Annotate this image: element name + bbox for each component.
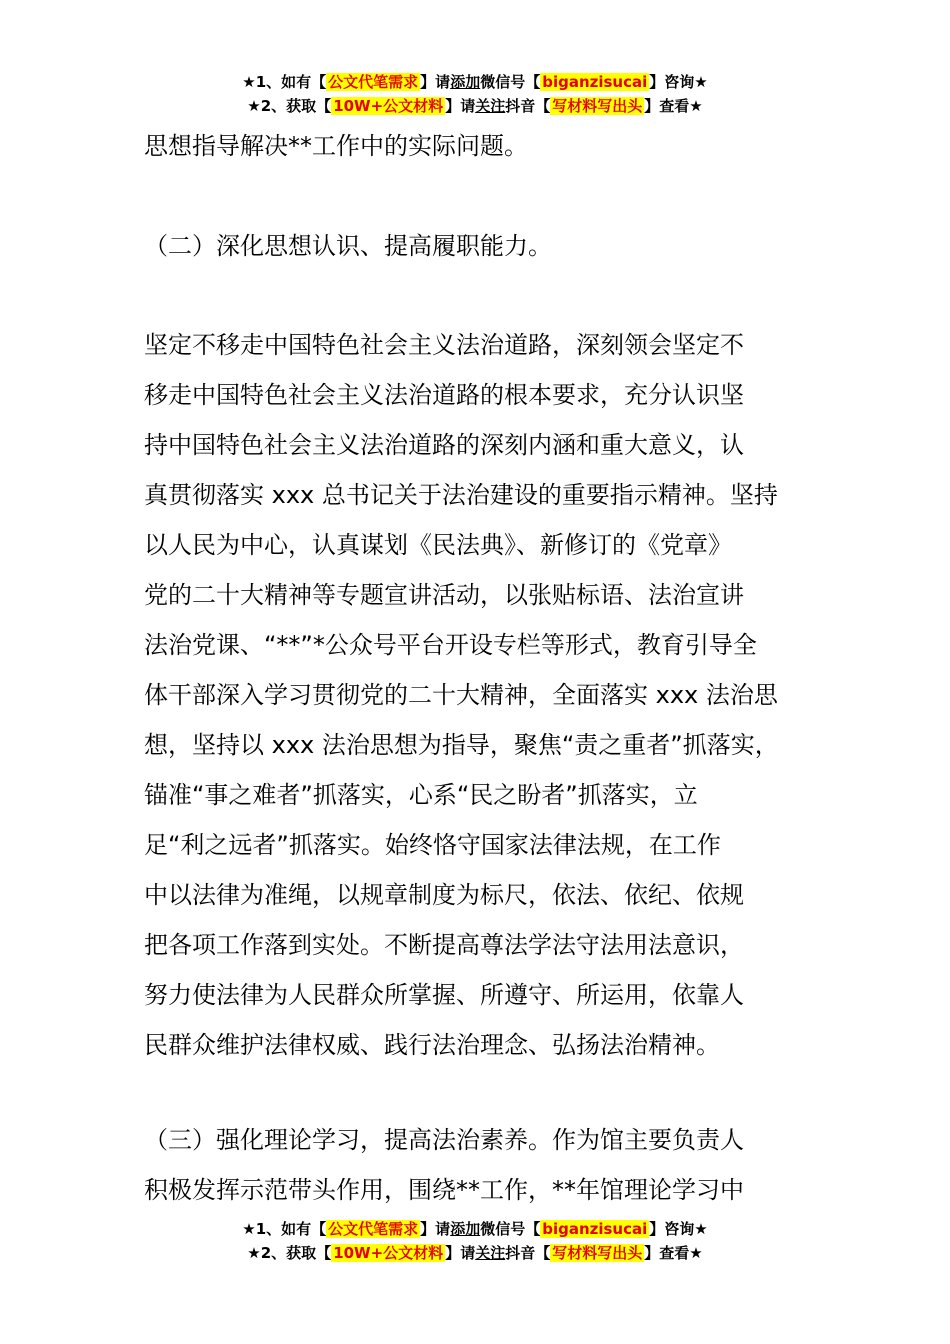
banner-line-1 [0,1217,950,1241]
paragraph-line: 足“利之远者”抓落实。始终恪守国家法律法规，在工作 [144,831,721,859]
banner-text: 抖音【 [505,97,551,115]
banner-highlight: 10W+公文材料 [333,97,444,115]
banner-highlight: 写材料写出头 [552,97,643,115]
header-banner [0,70,950,118]
paragraph-line: 民群众维护法律权威、践行法治理念、弘扬法治精神。 [144,1031,720,1059]
paragraph-line: 锚准“事之难者”抓落实，心系“民之盼者”抓落实，立 [144,781,698,809]
paragraph-line: 思想指导解决**工作中的实际问题。 [144,132,528,160]
banner-text: 】请 [420,73,451,91]
heading-text: （二）深化思想认识、提高履职能力。 [144,232,552,260]
paragraph-line: 中以法律为准绳，以规章制度为标尺，依法、依纪、依规 [144,881,744,909]
banner-text: 】请 [445,1244,476,1262]
paragraph-line: 积极发挥示范带头作用，围绕**工作，**年馆理论学习中 [144,1176,744,1204]
paragraph-2 [144,320,844,1070]
banner-text: 】请 [420,1220,451,1238]
banner-emphasis: 添加 [450,73,481,91]
banner-highlight: 10W+公文材料 [333,1244,444,1262]
banner-text: 】查看★ [644,97,703,115]
banner-emphasis: 关注 [475,1244,506,1262]
banner-highlight: 公文代笔需求 [328,73,419,91]
paragraph-line: 真贯彻落实 xxx 总书记关于法治建设的重要指示精神。坚持 [144,481,778,509]
banner-text: 抖音【 [505,1244,551,1262]
paragraph-line: 坚定不移走中国特色社会主义法治道路，深刻领会坚定不 [144,331,744,359]
paragraph-line: 想，坚持以 xxx 法治思想为指导，聚焦“责之重者”抓落实， [144,731,779,759]
banner-highlight: biganzisucai [542,73,648,91]
banner-text: 】咨询★ [649,73,708,91]
banner-highlight: 写材料写出头 [552,1244,643,1262]
paragraph-line: （三）强化理论学习，提高法治素养。作为馆主要负责人 [144,1126,744,1154]
banner-text: ★2、获取【 [247,1244,332,1262]
banner-text: ★1、如有【 [242,1220,327,1238]
paragraph-line: 努力使法律为人民群众所掌握、所遵守、所运用，依靠人 [144,981,744,1009]
paragraph-3 [144,1115,844,1215]
section-heading-2 [144,221,844,271]
paragraph-line: 党的二十大精神等专题宣讲活动，以张贴标语、法治宣讲 [144,581,744,609]
paragraph-line: 法治党课、“**”*公众号平台开设专栏等形式，教育引导全 [144,631,757,659]
banner-text: 微信号【 [480,1220,541,1238]
paragraph-line: 把各项工作落到实处。不断提高尊法学法守法用法意识， [144,931,744,959]
banner-highlight: 公文代笔需求 [328,1220,419,1238]
intro-paragraph [144,121,844,171]
banner-line-2 [0,94,950,118]
banner-text: 微信号【 [480,73,541,91]
paragraph-line: 以人民为中心，认真谋划《民法典》、新修订的《党章》 [144,531,732,559]
paragraph-line: 体干部深入学习贯彻党的二十大精神，全面落实 xxx 法治思 [144,681,778,709]
paragraph-line: 移走中国特色社会主义法治道路的根本要求，充分认识坚 [144,381,744,409]
banner-highlight: biganzisucai [542,1220,648,1238]
banner-text: 】请 [445,97,476,115]
banner-text: 】查看★ [644,1244,703,1262]
banner-text: ★2、获取【 [247,97,332,115]
banner-emphasis: 添加 [450,1220,481,1238]
banner-text: ★1、如有【 [242,73,327,91]
footer-banner [0,1217,950,1265]
banner-text: 】咨询★ [649,1220,708,1238]
banner-line-1 [0,70,950,94]
paragraph-line: 持中国特色社会主义法治道路的深刻内涵和重大意义，认 [144,431,744,459]
banner-line-2 [0,1241,950,1265]
banner-emphasis: 关注 [475,97,506,115]
